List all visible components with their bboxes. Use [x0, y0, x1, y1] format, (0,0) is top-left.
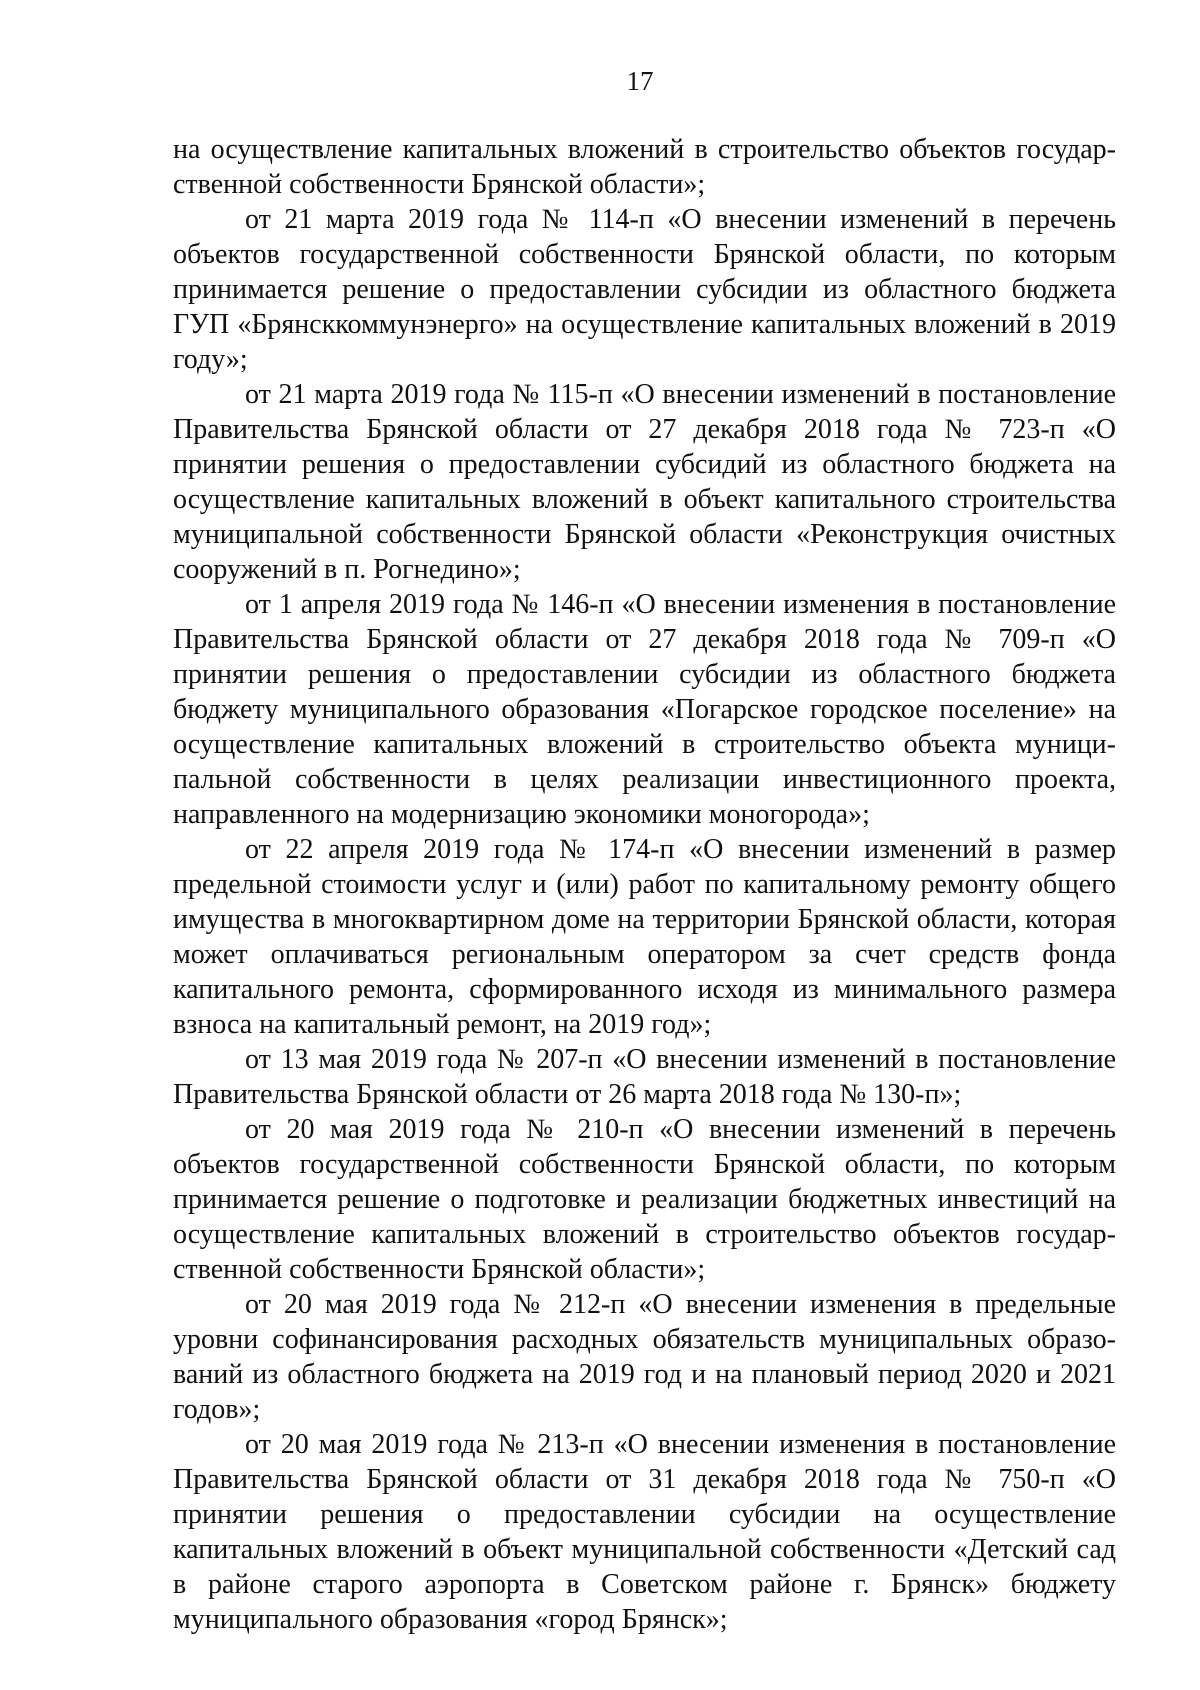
- paragraph-resolution-115: от 21 марта 2019 года № 115-п «О внесении изменений в постановление Правительства Брянской области от 27 декабря 2018 года № 723-п «О принятии решения о предоставлении субсидий из областного бюджета на осуществление капитальных вложений в объект капитального строительства муниципальной собственности Брянской области «Реконструкция очистных сооружений в п. Рогнедино»;: [173, 379, 1116, 585]
- document-body: [173, 132, 1116, 1637]
- paragraph-resolution-174: от 22 апреля 2019 года № 174-п «О внесении изменений в размер предельной стоимости услуг и (или) работ по капитальному ремонту общего имущества в многоквартирном доме на территории Брянской области, которая может оплачиваться региональным оператором за счет средств фонда капитального ремонта, сформированного исходя из минимального размера взноса на капитальный ремонт, на 2019 год»;: [173, 834, 1116, 1040]
- paragraph-resolution-210: от 20 мая 2019 года № 210-п «О внесении изменений в перечень объектов государственной собственности Брянской области, по которым принимается решение о подготовке и реализации бюджетных инвестиций на осуществление капитальных вложений в строительство объектов государственной собственности Брянской области»;: [173, 1114, 1116, 1285]
- paragraph-resolution-213: от 20 мая 2019 года № 213-п «О внесении изменения в постановление Правительства Брянской области от 31 декабря 2018 года № 750-п «О принятии решения о предоставлении субсидии на осуществление капитальных вложений в объект муниципальной собственности «Детский сад в районе старого аэропорта в Советском районе г. Брянск» бюджету муниципального образования «город Брянск»;: [173, 1429, 1116, 1635]
- paragraph-resolution-146: от 1 апреля 2019 года № 146-п «О внесении изменения в постановление Правительства Брянской области от 27 декабря 2018 года № 709-п «О принятии решения о предоставлении субсидии из областного бюджета бюджету муниципального образования «Погарское городское поселение» на осуществление капитальных вложений в строительство объекта муниципальной собственности в целях реализации инвестиционного проекта, направленного на модернизацию экономики моногорода»;: [173, 589, 1116, 830]
- paragraph-continuation: на осуществление капитальных вложений в строительство объектов государственной собственности Брянской области»;: [173, 134, 1116, 200]
- page-number: 17: [626, 66, 654, 96]
- paragraph-resolution-207: от 13 мая 2019 года № 207-п «О внесении изменений в постановление Правительства Брянской области от 26 марта 2018 года № 130-п»;: [173, 1044, 1116, 1110]
- paragraph-resolution-114: от 21 марта 2019 года № 114-п «О внесении изменений в перечень объектов государственной собственности Брянской области, по которым принимается решение о предоставлении субсидии из областного бюджета ГУП «Брянсккоммунэнерго» на осуществление капитальных вложений в 2019 году»;: [173, 204, 1116, 375]
- paragraph-resolution-212: от 20 мая 2019 года № 212-п «О внесении изменения в предельные уровни софинансирования расходных обязательств муниципальных образований из областного бюджета на 2019 год и на плановый период 2020 и 2021 годов»;: [173, 1289, 1116, 1425]
